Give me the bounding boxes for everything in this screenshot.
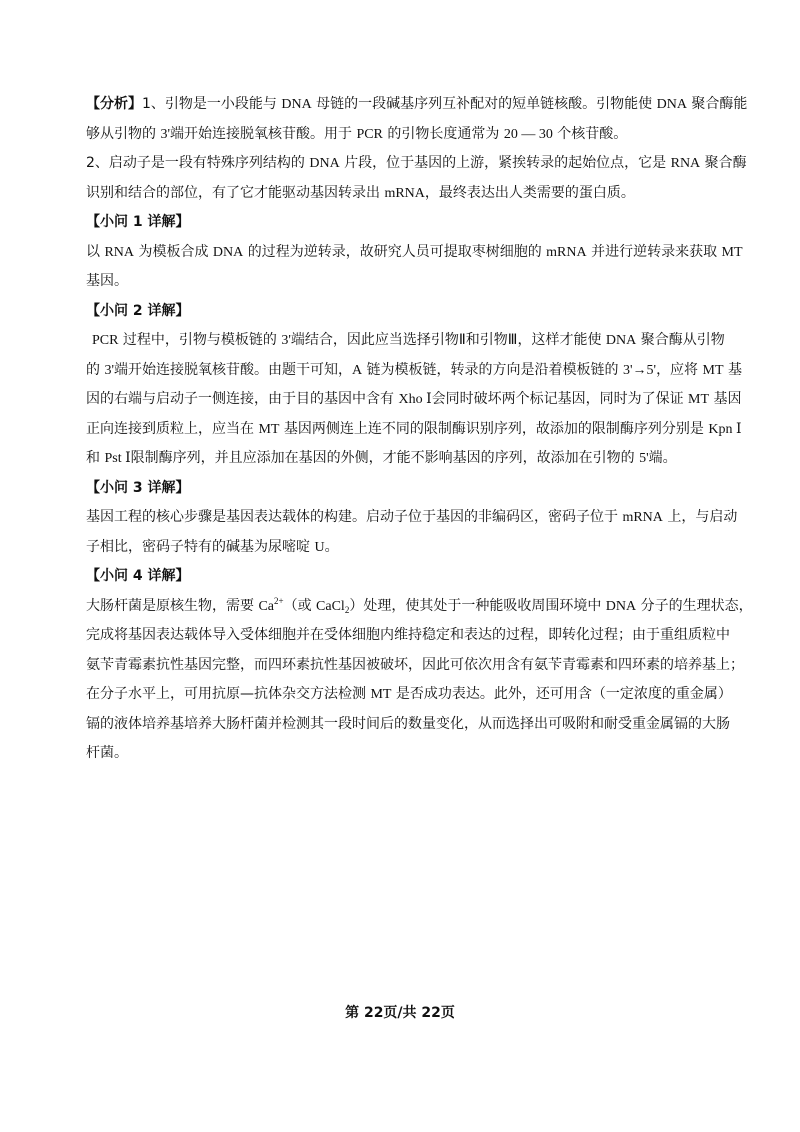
text-run: 和 (86, 450, 105, 466)
question-4-heading: 【小问 4 详解】 (86, 568, 190, 584)
text-run: 。 (324, 538, 339, 555)
term-dna: DNA (309, 156, 340, 171)
term-dna: DNA (605, 598, 637, 614)
term-mrna: mRNA (384, 185, 425, 201)
formula-subscript: 2 (344, 604, 350, 615)
text-run: 以 (86, 243, 105, 260)
term-dna: DNA (656, 97, 687, 112)
text-run: 上，与启动 (662, 509, 738, 525)
text-run: 识别和结合的部位，有了它才能驱动基因转录出 (86, 184, 385, 201)
q2-line-4 (86, 415, 742, 445)
text-run: ，最终表达出人类需要的蛋白质。 (424, 184, 635, 201)
term-rna: RNA (670, 156, 701, 171)
text-run: 2、启动子是一段有特殊序列结构的 (86, 155, 310, 171)
q4-line-6: 杆菌。 (86, 745, 128, 761)
term-a-chain: A (351, 362, 363, 378)
primer-length-range: 20 — 30 (503, 126, 553, 142)
answer-analysis-body (86, 90, 753, 769)
text-run: 分子的生理状态， (636, 597, 753, 614)
term-kpn-i: Kpn Ⅰ (708, 421, 742, 437)
text-run: ，应将 (656, 361, 703, 378)
charge-superscript: 2+ (274, 595, 284, 606)
term-dna: DNA (212, 244, 244, 260)
term-mrna: mRNA (546, 244, 587, 260)
q1-line-1 (86, 238, 743, 268)
text-run: 片段，位于基因的上游，紧挨转录的起始位点，它是 (339, 155, 671, 171)
text-run: 基因工程的核心步骤是基因表达载体的构建。启动子位于基因的非编码区，密码子位于 (86, 509, 623, 525)
text-run: 并进行逆转录来获取 (586, 243, 722, 260)
q4-line-2: 完成将基因表达载体导入受体细胞并在受体细胞内维持稳定和表达的过程，即转化过程；由于重组质粒中 (86, 627, 730, 643)
text-run: 基因 (709, 391, 742, 407)
text-run: 因的右端与启动子一侧连接，由于目的基因中含有 (86, 391, 399, 407)
text-run: 的过程为逆转录，故研究人员可提取枣树细胞的 (243, 243, 547, 260)
text-run: 母链的一段碱基序列互补配对的短单链核酸。引物能使 (311, 96, 657, 112)
term-mt: MT (370, 687, 392, 702)
term-mt: MT (702, 362, 724, 378)
text-run: 链为模板链，转录的方向是沿着模板链的 (362, 361, 624, 378)
term-xho-i: Xho Ⅰ (398, 392, 432, 407)
text-run: 聚合酶从引物 (636, 332, 725, 348)
term-direction: 3'→5' (623, 362, 657, 378)
term-mt: MT (258, 421, 280, 437)
text-run: 够从引物的 (86, 125, 161, 142)
text-run: 基 (723, 361, 742, 378)
term-pst-i: Pst Ⅰ (104, 451, 131, 466)
q4-line-5: 镉的液体培养基培养大肠杆菌并检测其一段时间后的数量变化，从而选择出可吸附和耐受重金属镉的大肠 (86, 715, 730, 732)
term-mrna: mRNA (622, 510, 663, 525)
term-cacl2: CaCl (316, 598, 345, 614)
analysis-line-1 (86, 90, 748, 120)
term-mt: MT (721, 244, 743, 260)
text-run: 基因两侧连上连不同的限制酶识别序列，故添加的限制酶序列分别是 (279, 420, 709, 437)
text-run: 限制酶序列，并且应添加在基因的外侧，才能不影响基因的序列，故添加在引物的 (130, 450, 640, 466)
analysis-line-3 (86, 149, 747, 179)
term-dna: DNA (605, 333, 637, 348)
text-run: 为模板合成 (134, 243, 213, 260)
term-pcr: PCR (356, 126, 383, 142)
text-run: 会同时破坏两个标记基因，同时为了保证 (431, 391, 689, 407)
page-number-footer: 第 22页/共 22页 (345, 1005, 455, 1021)
term-pcr: PCR (92, 333, 119, 348)
q4-line-4 (86, 680, 732, 710)
q1-line-2: 基因。 (86, 273, 128, 289)
text-run: 的 (86, 361, 105, 378)
term-3prime: 3' (281, 333, 291, 348)
text-run: 聚合酶能 (686, 96, 748, 112)
question-3-heading: 【小问 3 详解】 (86, 479, 190, 496)
text-run: 大肠杆菌是原核生物，需要 (86, 597, 259, 614)
text-run: 1、引物是一小段能与 (142, 96, 282, 112)
text-run: （或 (283, 597, 317, 614)
analysis-heading: 【分析】 (86, 96, 142, 112)
text-run: 端开始连接脱氧核苷酸。用于 (169, 125, 357, 142)
term-uracil: U (314, 539, 325, 555)
text-run: 是否成功表达。此外，还可用含（一定浓度的重金属） (391, 686, 732, 702)
q3-line-2 (86, 533, 726, 563)
text-run: 子相比，密码子特有的碱基为尿嘧啶 (86, 538, 315, 555)
term-mt: MT (688, 392, 710, 407)
text-run: 正向连接到质粒上，应当在 (86, 420, 259, 437)
term-3prime: 3' (104, 362, 114, 378)
q3-line-1 (86, 503, 738, 533)
term-rna: RNA (104, 244, 135, 260)
term-dna: DNA (281, 97, 312, 112)
text-run: 端开始连接脱氧核苷酸。由题干可知， (113, 361, 352, 378)
text-run: ）处理，使其处于一种能吸收周围环境中 (349, 597, 606, 614)
term-calcium: Ca (258, 598, 275, 614)
text-run: 聚合酶 (700, 155, 747, 171)
q2-line-1 (86, 326, 726, 356)
text-run: 个核苷酸。 (552, 125, 628, 142)
text-run: 端。 (648, 450, 677, 466)
q2-line-5 (86, 444, 726, 474)
text-run: 过程中，引物与模板链的 (118, 332, 282, 348)
term-5prime: 5' (639, 451, 649, 466)
q4-line-3: 氨苄青霉素抗性基因完整，而四环素抗性基因被破坏，因此可依次用含有氨苄青霉素和四环素的培养基上； (86, 656, 744, 673)
question-1-heading: 【小问 1 详解】 (86, 214, 190, 230)
q4-line-1 (86, 592, 753, 622)
q2-line-2 (86, 356, 742, 386)
text-run: 端结合，因此应当选择引物Ⅱ和引物Ⅲ，这样才能使 (290, 332, 606, 348)
analysis-line-4 (86, 179, 726, 209)
question-2-heading: 【小问 2 详解】 (86, 302, 190, 319)
term-3prime: 3' (160, 126, 170, 142)
q2-line-3 (86, 385, 742, 415)
text-run: 的引物长度通常为 (382, 125, 504, 142)
text-run: 在分子水平上，可用抗原—抗体杂交方法检测 (86, 686, 371, 702)
analysis-line-2 (86, 120, 726, 150)
